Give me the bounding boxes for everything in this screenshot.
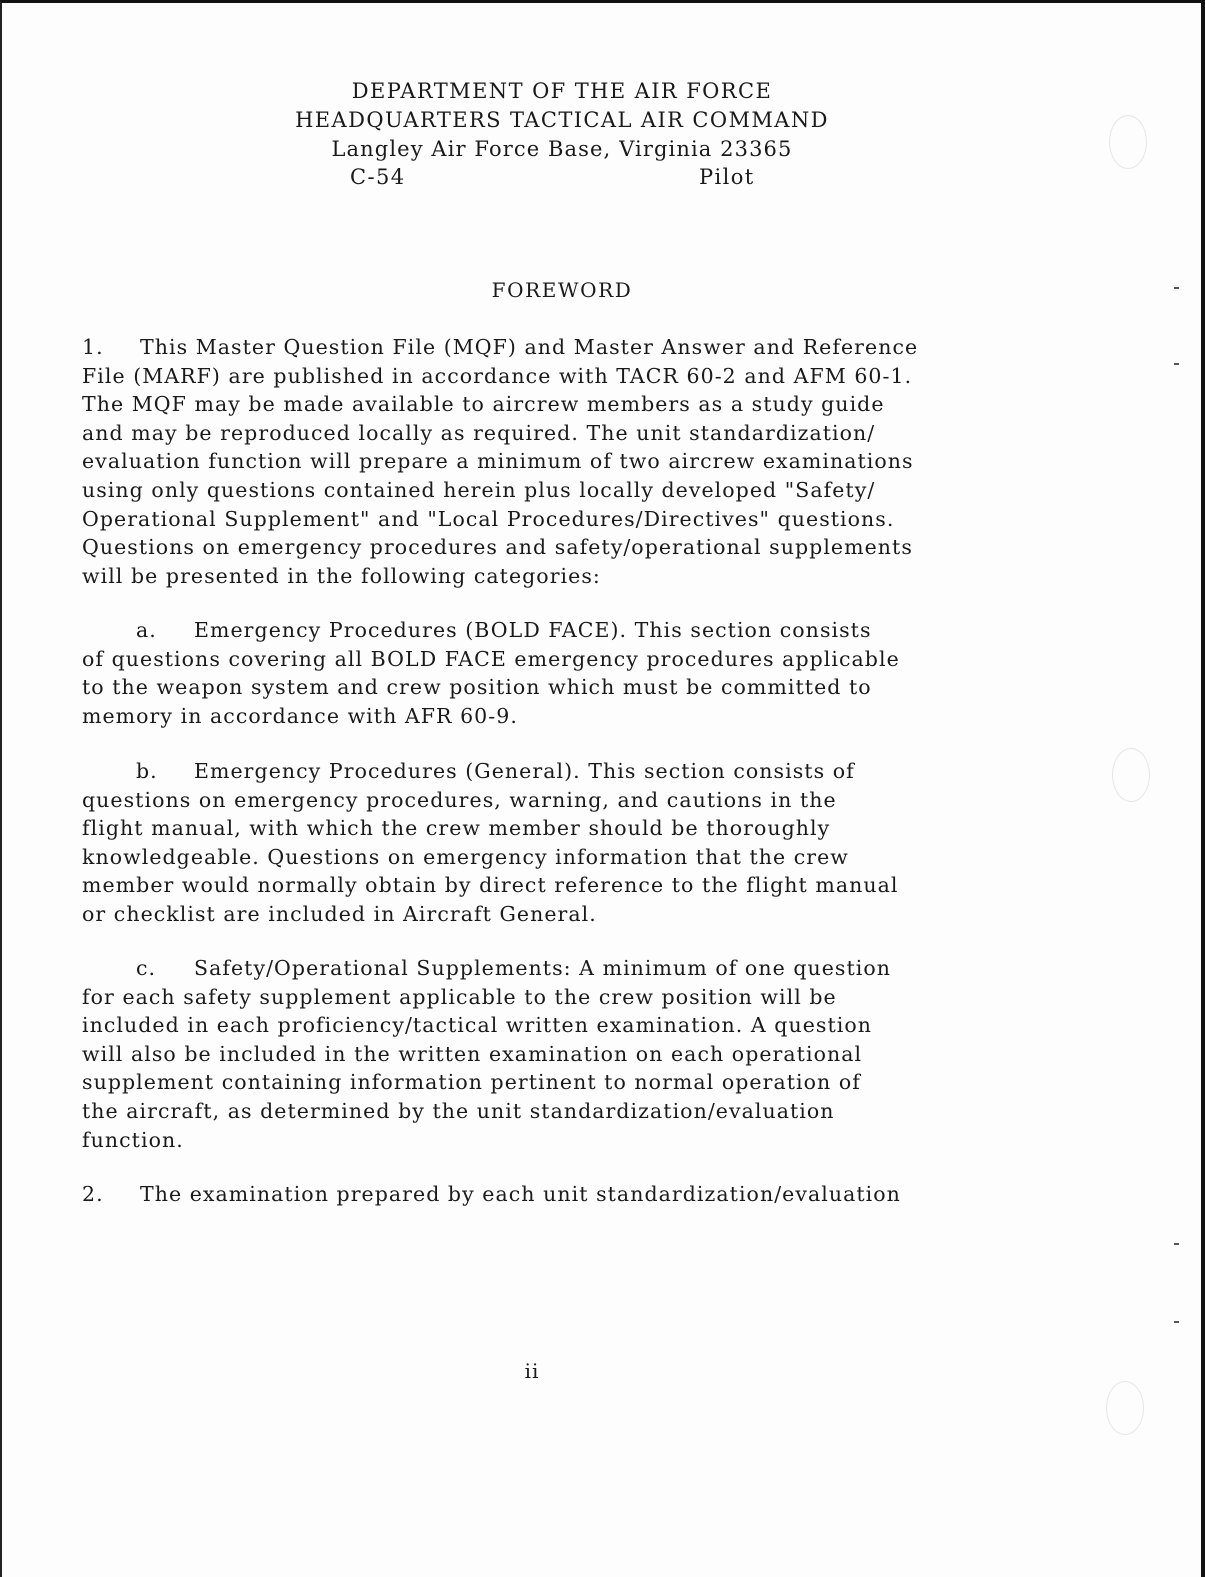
aircraft-designation: C-54 bbox=[350, 165, 406, 189]
paragraph-c bbox=[82, 954, 1012, 1154]
aircraft-crew-line bbox=[2, 163, 1205, 192]
paragraph-number: 1. bbox=[82, 335, 104, 359]
paragraph-text: Emergency Procedures (BOLD FACE). This section consists of questions covering all BOLD FACE emergency procedures applicable to the weapon system and crew position which must be committed to memory in accordance with AFR 60-9. bbox=[82, 618, 900, 728]
paragraph-letter: a. bbox=[136, 618, 157, 642]
margin-mark bbox=[1174, 1243, 1179, 1245]
paragraph-text: Emergency Procedures (General). This section consists of questions on emergency procedures, warning, and cautions in the flight manual, with which the crew member should be thoroughly knowledgeable. Questions on emergency information that the crew member would normally obtain by direct reference to the flight manual or checklist are included in Aircraft General. bbox=[82, 759, 899, 926]
page-number: ii bbox=[524, 1359, 540, 1383]
department-name: DEPARTMENT OF THE AIR FORCE bbox=[351, 79, 773, 103]
margin-mark bbox=[1174, 287, 1179, 289]
paragraph-a bbox=[82, 616, 1012, 730]
section-title: FOREWORD bbox=[491, 278, 633, 302]
binder-hole-mark bbox=[1112, 748, 1150, 802]
paragraph-number: 2. bbox=[82, 1182, 104, 1206]
base-address: Langley Air Force Base, Virginia 23365 bbox=[331, 137, 793, 161]
crew-position: Pilot bbox=[699, 165, 755, 189]
paragraph-text: This Master Question File (MQF) and Master Answer and Reference File (MARF) are published in accordance with TACR 60-2 and AFM 60-1. The MQF may be made available to aircrew members as a study guide and may be reproduced locally as required. The unit standardization/ evaluation function will prepare a minimum of two aircrew examinations using only questions contained herein plus locally developed "Safety/ Operational Supplement" and "Local Procedures/Directives" questions. Questions on emergency procedures and safety/operational supplements will be presented in the following categories: bbox=[82, 335, 919, 588]
command-name: HEADQUARTERS TACTICAL AIR COMMAND bbox=[295, 108, 829, 132]
margin-mark bbox=[1174, 363, 1179, 365]
margin-mark bbox=[1174, 1321, 1179, 1323]
paragraph-text: The examination prepared by each unit standardization/evaluation bbox=[140, 1182, 901, 1206]
paragraph-2 bbox=[82, 1180, 1012, 1209]
binder-hole-mark bbox=[1106, 1381, 1144, 1435]
binder-hole-mark bbox=[1109, 115, 1147, 169]
letterhead bbox=[2, 77, 1122, 164]
paragraph-letter: c. bbox=[136, 956, 157, 980]
paragraph-text: Safety/Operational Supplements: A minimum of one question for each safety supplement applicable to the crew position will be included in each proficiency/tactical written examination. A question will also be included in the written examination on each operational supplement containing information pertinent to normal operation of the aircraft, as determined by the unit standardization/evaluation function. bbox=[82, 956, 892, 1152]
paragraph-b bbox=[82, 757, 1012, 929]
paragraph-letter: b. bbox=[136, 759, 158, 783]
paragraph-1 bbox=[82, 333, 1012, 590]
